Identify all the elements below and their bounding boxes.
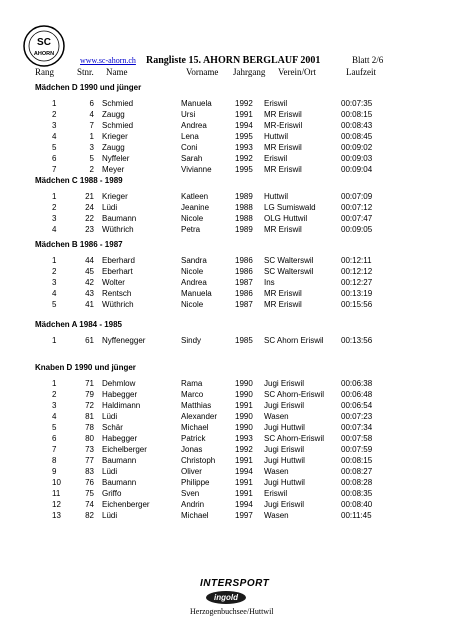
name-cell: Meyer [102, 165, 125, 174]
stnr-cell: 73 [85, 445, 94, 454]
stnr-cell: 7 [89, 121, 94, 130]
result-row [0, 467, 452, 478]
result-row [0, 423, 452, 434]
verein-cell: Jugi Eriswil [264, 500, 305, 509]
laufzeit-cell: 00:07:58 [341, 434, 373, 443]
stnr-cell: 83 [85, 467, 94, 476]
laufzeit-cell: 00:13:19 [341, 289, 373, 298]
result-row [0, 300, 452, 311]
result-row [0, 256, 452, 267]
vorname-cell: Nicole [181, 300, 204, 309]
verein-cell: MR Eriswil [264, 110, 302, 119]
stnr-cell: 24 [85, 203, 94, 212]
vorname-cell: Coni [181, 143, 198, 152]
stnr-cell: 44 [85, 256, 94, 265]
vorname-cell: Oliver [181, 467, 202, 476]
name-cell: Krieger [102, 132, 128, 141]
rang-cell: 2 [52, 110, 57, 119]
rang-cell: 3 [52, 401, 57, 410]
rang-cell: 3 [52, 214, 57, 223]
name-cell: Eichelberger [102, 445, 147, 454]
stnr-cell: 42 [85, 278, 94, 287]
stnr-cell: 72 [85, 401, 94, 410]
result-row [0, 267, 452, 278]
rang-cell: 1 [52, 99, 57, 108]
rang-cell: 4 [52, 132, 57, 141]
col-header-vorname: Vorname [186, 67, 219, 77]
result-row [0, 225, 452, 236]
page-title: Rangliste 15. AHORN BERGLAUF 2001 [146, 55, 321, 66]
name-cell: Dehmlow [102, 379, 136, 388]
column-headers [0, 67, 452, 79]
jahrgang-cell: 1990 [235, 390, 253, 399]
vorname-cell: Sven [181, 489, 200, 498]
rang-cell: 6 [52, 154, 57, 163]
rang-cell: 5 [52, 300, 57, 309]
rang-cell: 3 [52, 121, 57, 130]
laufzeit-cell: 00:06:38 [341, 379, 373, 388]
stnr-cell: 75 [85, 489, 94, 498]
category-heading: Mädchen D 1990 und jünger [35, 83, 142, 92]
sponsor-ingold-logo: ingold [206, 591, 246, 604]
laufzeit-cell: 00:07:12 [341, 203, 373, 212]
jahrgang-cell: 1991 [235, 110, 253, 119]
name-cell: Schmied [102, 99, 134, 108]
jahrgang-cell: 1995 [235, 132, 253, 141]
laufzeit-cell: 00:07:35 [341, 99, 373, 108]
stnr-cell: 2 [89, 165, 94, 174]
verein-cell: MR Eriswil [264, 143, 302, 152]
stnr-cell: 79 [85, 390, 94, 399]
vorname-cell: Manuela [181, 99, 212, 108]
result-row [0, 214, 452, 225]
verein-cell: MR Eriswil [264, 289, 302, 298]
result-row [0, 401, 452, 412]
jahrgang-cell: 1986 [235, 267, 253, 276]
name-cell: Eberhart [102, 267, 133, 276]
vorname-cell: Jonas [181, 445, 203, 454]
vorname-cell: Sandra [181, 256, 207, 265]
laufzeit-cell: 00:08:43 [341, 121, 373, 130]
laufzeit-cell: 00:08:15 [341, 456, 373, 465]
col-header-stnr: Stnr. [77, 67, 94, 77]
verein-cell: SC Ahorn-Eriswil [264, 434, 325, 443]
result-row [0, 278, 452, 289]
name-cell: Lüdi [102, 467, 118, 476]
name-cell: Wüthrich [102, 225, 134, 234]
name-cell: Zaugg [102, 143, 125, 152]
stnr-cell: 45 [85, 267, 94, 276]
vorname-cell: Andrea [181, 121, 207, 130]
vorname-cell: Alexander [181, 412, 218, 421]
verein-cell: MR Eriswil [264, 165, 302, 174]
verein-cell: MR-Eriswil [264, 121, 303, 130]
stnr-cell: 82 [85, 511, 94, 520]
verein-cell: Jugi Eriswil [264, 445, 305, 454]
stnr-cell: 71 [85, 379, 94, 388]
name-cell: Baumann [102, 478, 137, 487]
jahrgang-cell: 1987 [235, 278, 253, 287]
name-cell: Haldimann [102, 401, 141, 410]
name-cell: Lüdi [102, 511, 118, 520]
rang-cell: 7 [52, 445, 57, 454]
club-logo [22, 24, 66, 68]
jahrgang-cell: 1994 [235, 467, 253, 476]
vorname-cell: Vivianne [181, 165, 212, 174]
laufzeit-cell: 00:09:04 [341, 165, 373, 174]
verein-cell: LG Sumiswald [264, 203, 316, 212]
laufzeit-cell: 00:09:02 [341, 143, 373, 152]
result-row [0, 99, 452, 110]
verein-cell: Huttwil [264, 192, 289, 201]
category-heading: Knaben D 1990 und jünger [35, 363, 136, 372]
stnr-cell: 4 [89, 110, 94, 119]
page-number: Blatt 2/6 [352, 55, 384, 65]
verein-cell: Wasen [264, 467, 289, 476]
result-row [0, 336, 452, 347]
vorname-cell: Manuela [181, 289, 212, 298]
jahrgang-cell: 1988 [235, 214, 253, 223]
rang-cell: 12 [52, 500, 61, 509]
rang-cell: 2 [52, 390, 57, 399]
vorname-cell: Rama [181, 379, 203, 388]
rang-cell: 1 [52, 336, 57, 345]
jahrgang-cell: 1988 [235, 203, 253, 212]
jahrgang-cell: 1990 [235, 379, 253, 388]
jahrgang-cell: 1991 [235, 456, 253, 465]
jahrgang-cell: 1989 [235, 225, 253, 234]
verein-cell: Jugi Eriswil [264, 401, 305, 410]
jahrgang-cell: 1990 [235, 423, 253, 432]
laufzeit-cell: 00:12:12 [341, 267, 373, 276]
sponsor-intersport-logo: INTERSPORT [200, 578, 270, 589]
laufzeit-cell: 00:08:15 [341, 110, 373, 119]
result-row [0, 110, 452, 121]
vorname-cell: Ursi [181, 110, 196, 119]
col-header-name: Name [106, 67, 128, 77]
rang-cell: 1 [52, 192, 57, 201]
vorname-cell: Petra [181, 225, 201, 234]
laufzeit-cell: 00:06:54 [341, 401, 373, 410]
rang-cell: 5 [52, 423, 57, 432]
vorname-cell: Jeanine [181, 203, 210, 212]
stnr-cell: 23 [85, 225, 94, 234]
stnr-cell: 41 [85, 300, 94, 309]
result-row [0, 500, 452, 511]
result-row [0, 434, 452, 445]
jahrgang-cell: 1986 [235, 289, 253, 298]
verein-cell: MR Eriswil [264, 225, 302, 234]
name-cell: Habegger [102, 390, 138, 399]
verein-cell: SC Ahorn-Eriswil [264, 390, 325, 399]
verein-cell: Wasen [264, 511, 289, 520]
name-cell: Lüdi [102, 412, 118, 421]
verein-cell: Huttwil [264, 132, 289, 141]
stnr-cell: 81 [85, 412, 94, 421]
vorname-cell: Andrin [181, 500, 205, 509]
jahrgang-cell: 1989 [235, 192, 253, 201]
stnr-cell: 6 [89, 99, 94, 108]
rang-cell: 1 [52, 256, 57, 265]
name-cell: Krieger [102, 192, 128, 201]
verein-cell: Jugi Huttwil [264, 423, 305, 432]
vorname-cell: Patrick [181, 434, 206, 443]
vorname-cell: Matthias [181, 401, 212, 410]
rang-cell: 9 [52, 467, 57, 476]
laufzeit-cell: 00:08:35 [341, 489, 373, 498]
laufzeit-cell: 00:09:03 [341, 154, 373, 163]
name-cell: Lüdi [102, 203, 118, 212]
result-row [0, 456, 452, 467]
verein-cell: Ins [264, 278, 275, 287]
stnr-cell: 5 [89, 154, 94, 163]
result-row [0, 143, 452, 154]
laufzeit-cell: 00:07:23 [341, 412, 373, 421]
laufzeit-cell: 00:09:05 [341, 225, 373, 234]
verein-cell: SC Walterswil [264, 256, 314, 265]
jahrgang-cell: 1985 [235, 336, 253, 345]
result-row [0, 154, 452, 165]
stnr-cell: 74 [85, 500, 94, 509]
name-cell: Baumann [102, 214, 137, 223]
vorname-cell: Andrea [181, 278, 207, 287]
jahrgang-cell: 1997 [235, 511, 253, 520]
stnr-cell: 43 [85, 289, 94, 298]
jahrgang-cell: 1992 [235, 154, 253, 163]
result-row [0, 289, 452, 300]
name-cell: Nyffenegger [102, 336, 146, 345]
vorname-cell: Philippe [181, 478, 210, 487]
col-header-laufzeit: Laufzeit [346, 67, 376, 77]
jahrgang-cell: 1994 [235, 500, 253, 509]
rang-cell: 5 [52, 143, 57, 152]
logo-text-ahorn: AHORN [33, 51, 55, 57]
sponsor-location: Herzogenbuchsee/Huttwil [190, 607, 274, 616]
rang-cell: 13 [52, 511, 61, 520]
verein-cell: OLG Huttwil [264, 214, 308, 223]
rang-cell: 2 [52, 203, 57, 212]
result-row [0, 412, 452, 423]
name-cell: Eichenberger [102, 500, 150, 509]
name-cell: Griffo [102, 489, 122, 498]
jahrgang-cell: 1987 [235, 300, 253, 309]
col-header-jahrgang: Jahrgang [233, 67, 266, 77]
jahrgang-cell: 1992 [235, 445, 253, 454]
stnr-cell: 61 [85, 336, 94, 345]
result-row [0, 478, 452, 489]
laufzeit-cell: 00:08:40 [341, 500, 373, 509]
name-cell: Schmied [102, 121, 134, 130]
result-row [0, 121, 452, 132]
rang-cell: 4 [52, 412, 57, 421]
rang-cell: 4 [52, 289, 57, 298]
name-cell: Wüthrich [102, 300, 134, 309]
result-row [0, 445, 452, 456]
jahrgang-cell: 1990 [235, 412, 253, 421]
jahrgang-cell: 1993 [235, 434, 253, 443]
vorname-cell: Nicole [181, 214, 204, 223]
verein-cell: Jugi Eriswil [264, 379, 305, 388]
stnr-cell: 21 [85, 192, 94, 201]
result-row [0, 379, 452, 390]
verein-cell: Jugi Huttwil [264, 456, 305, 465]
jahrgang-cell: 1991 [235, 489, 253, 498]
verein-cell: SC Walterswil [264, 267, 314, 276]
jahrgang-cell: 1993 [235, 143, 253, 152]
logo-text-sc: SC [37, 37, 51, 48]
name-cell: Schär [102, 423, 123, 432]
jahrgang-cell: 1995 [235, 165, 253, 174]
result-row [0, 192, 452, 203]
jahrgang-cell: 1991 [235, 401, 253, 410]
vorname-cell: Michael [181, 511, 209, 520]
rang-cell: 10 [52, 478, 61, 487]
rang-cell: 1 [52, 379, 57, 388]
name-cell: Eberhard [102, 256, 135, 265]
stnr-cell: 78 [85, 423, 94, 432]
vorname-cell: Michael [181, 423, 209, 432]
rang-cell: 6 [52, 434, 57, 443]
rang-cell: 8 [52, 456, 57, 465]
verein-cell: Wasen [264, 412, 289, 421]
laufzeit-cell: 00:13:56 [341, 336, 373, 345]
verein-cell: Eriswil [264, 489, 288, 498]
laufzeit-cell: 00:08:27 [341, 467, 373, 476]
vorname-cell: Sarah [181, 154, 203, 163]
rang-cell: 7 [52, 165, 57, 174]
stnr-cell: 22 [85, 214, 94, 223]
verein-cell: Jugi Huttwil [264, 478, 305, 487]
name-cell: Habegger [102, 434, 138, 443]
vorname-cell: Nicole [181, 267, 204, 276]
rang-cell: 11 [52, 489, 61, 498]
jahrgang-cell: 1986 [235, 256, 253, 265]
category-heading: Mädchen C 1988 - 1989 [35, 176, 123, 185]
jahrgang-cell: 1994 [235, 121, 253, 130]
name-cell: Rentsch [102, 289, 132, 298]
vorname-cell: Marco [181, 390, 204, 399]
result-row [0, 511, 452, 522]
vorname-cell: Katleen [181, 192, 209, 201]
verein-cell: Eriswil [264, 99, 288, 108]
laufzeit-cell: 00:15:56 [341, 300, 373, 309]
name-cell: Baumann [102, 456, 137, 465]
result-row [0, 132, 452, 143]
vorname-cell: Sindy [181, 336, 202, 345]
laufzeit-cell: 00:12:11 [341, 256, 372, 265]
category-heading: Mädchen A 1984 - 1985 [35, 320, 123, 329]
jahrgang-cell: 1991 [235, 478, 253, 487]
laufzeit-cell: 00:06:48 [341, 390, 373, 399]
stnr-cell: 76 [85, 478, 94, 487]
stnr-cell: 77 [85, 456, 94, 465]
laufzeit-cell: 00:07:09 [341, 192, 373, 201]
result-row [0, 390, 452, 401]
verein-cell: SC Ahorn Eriswil [264, 336, 324, 345]
laufzeit-cell: 00:07:47 [341, 214, 373, 223]
col-header-rang: Rang [35, 67, 54, 77]
name-cell: Wolter [102, 278, 125, 287]
laufzeit-cell: 00:07:34 [341, 423, 373, 432]
website-link[interactable]: www.sc-ahorn.ch [80, 56, 136, 65]
stnr-cell: 3 [89, 143, 94, 152]
laufzeit-cell: 00:08:45 [341, 132, 373, 141]
name-cell: Nyffeler [102, 154, 130, 163]
stnr-cell: 1 [89, 132, 94, 141]
category-heading: Mädchen B 1986 - 1987 [35, 240, 123, 249]
rang-cell: 3 [52, 278, 57, 287]
verein-cell: Eriswil [264, 154, 288, 163]
rang-cell: 2 [52, 267, 57, 276]
laufzeit-cell: 00:11:45 [341, 511, 372, 520]
result-row [0, 489, 452, 500]
laufzeit-cell: 00:07:59 [341, 445, 373, 454]
result-row [0, 203, 452, 214]
vorname-cell: Christoph [181, 456, 216, 465]
laufzeit-cell: 00:08:28 [341, 478, 373, 487]
stnr-cell: 80 [85, 434, 94, 443]
laufzeit-cell: 00:12:27 [341, 278, 373, 287]
jahrgang-cell: 1992 [235, 99, 253, 108]
verein-cell: MR Eriswil [264, 300, 302, 309]
rang-cell: 4 [52, 225, 57, 234]
vorname-cell: Lena [181, 132, 199, 141]
col-header-verein: Verein/Ort [278, 67, 316, 77]
result-row [0, 165, 452, 176]
name-cell: Zaugg [102, 110, 125, 119]
